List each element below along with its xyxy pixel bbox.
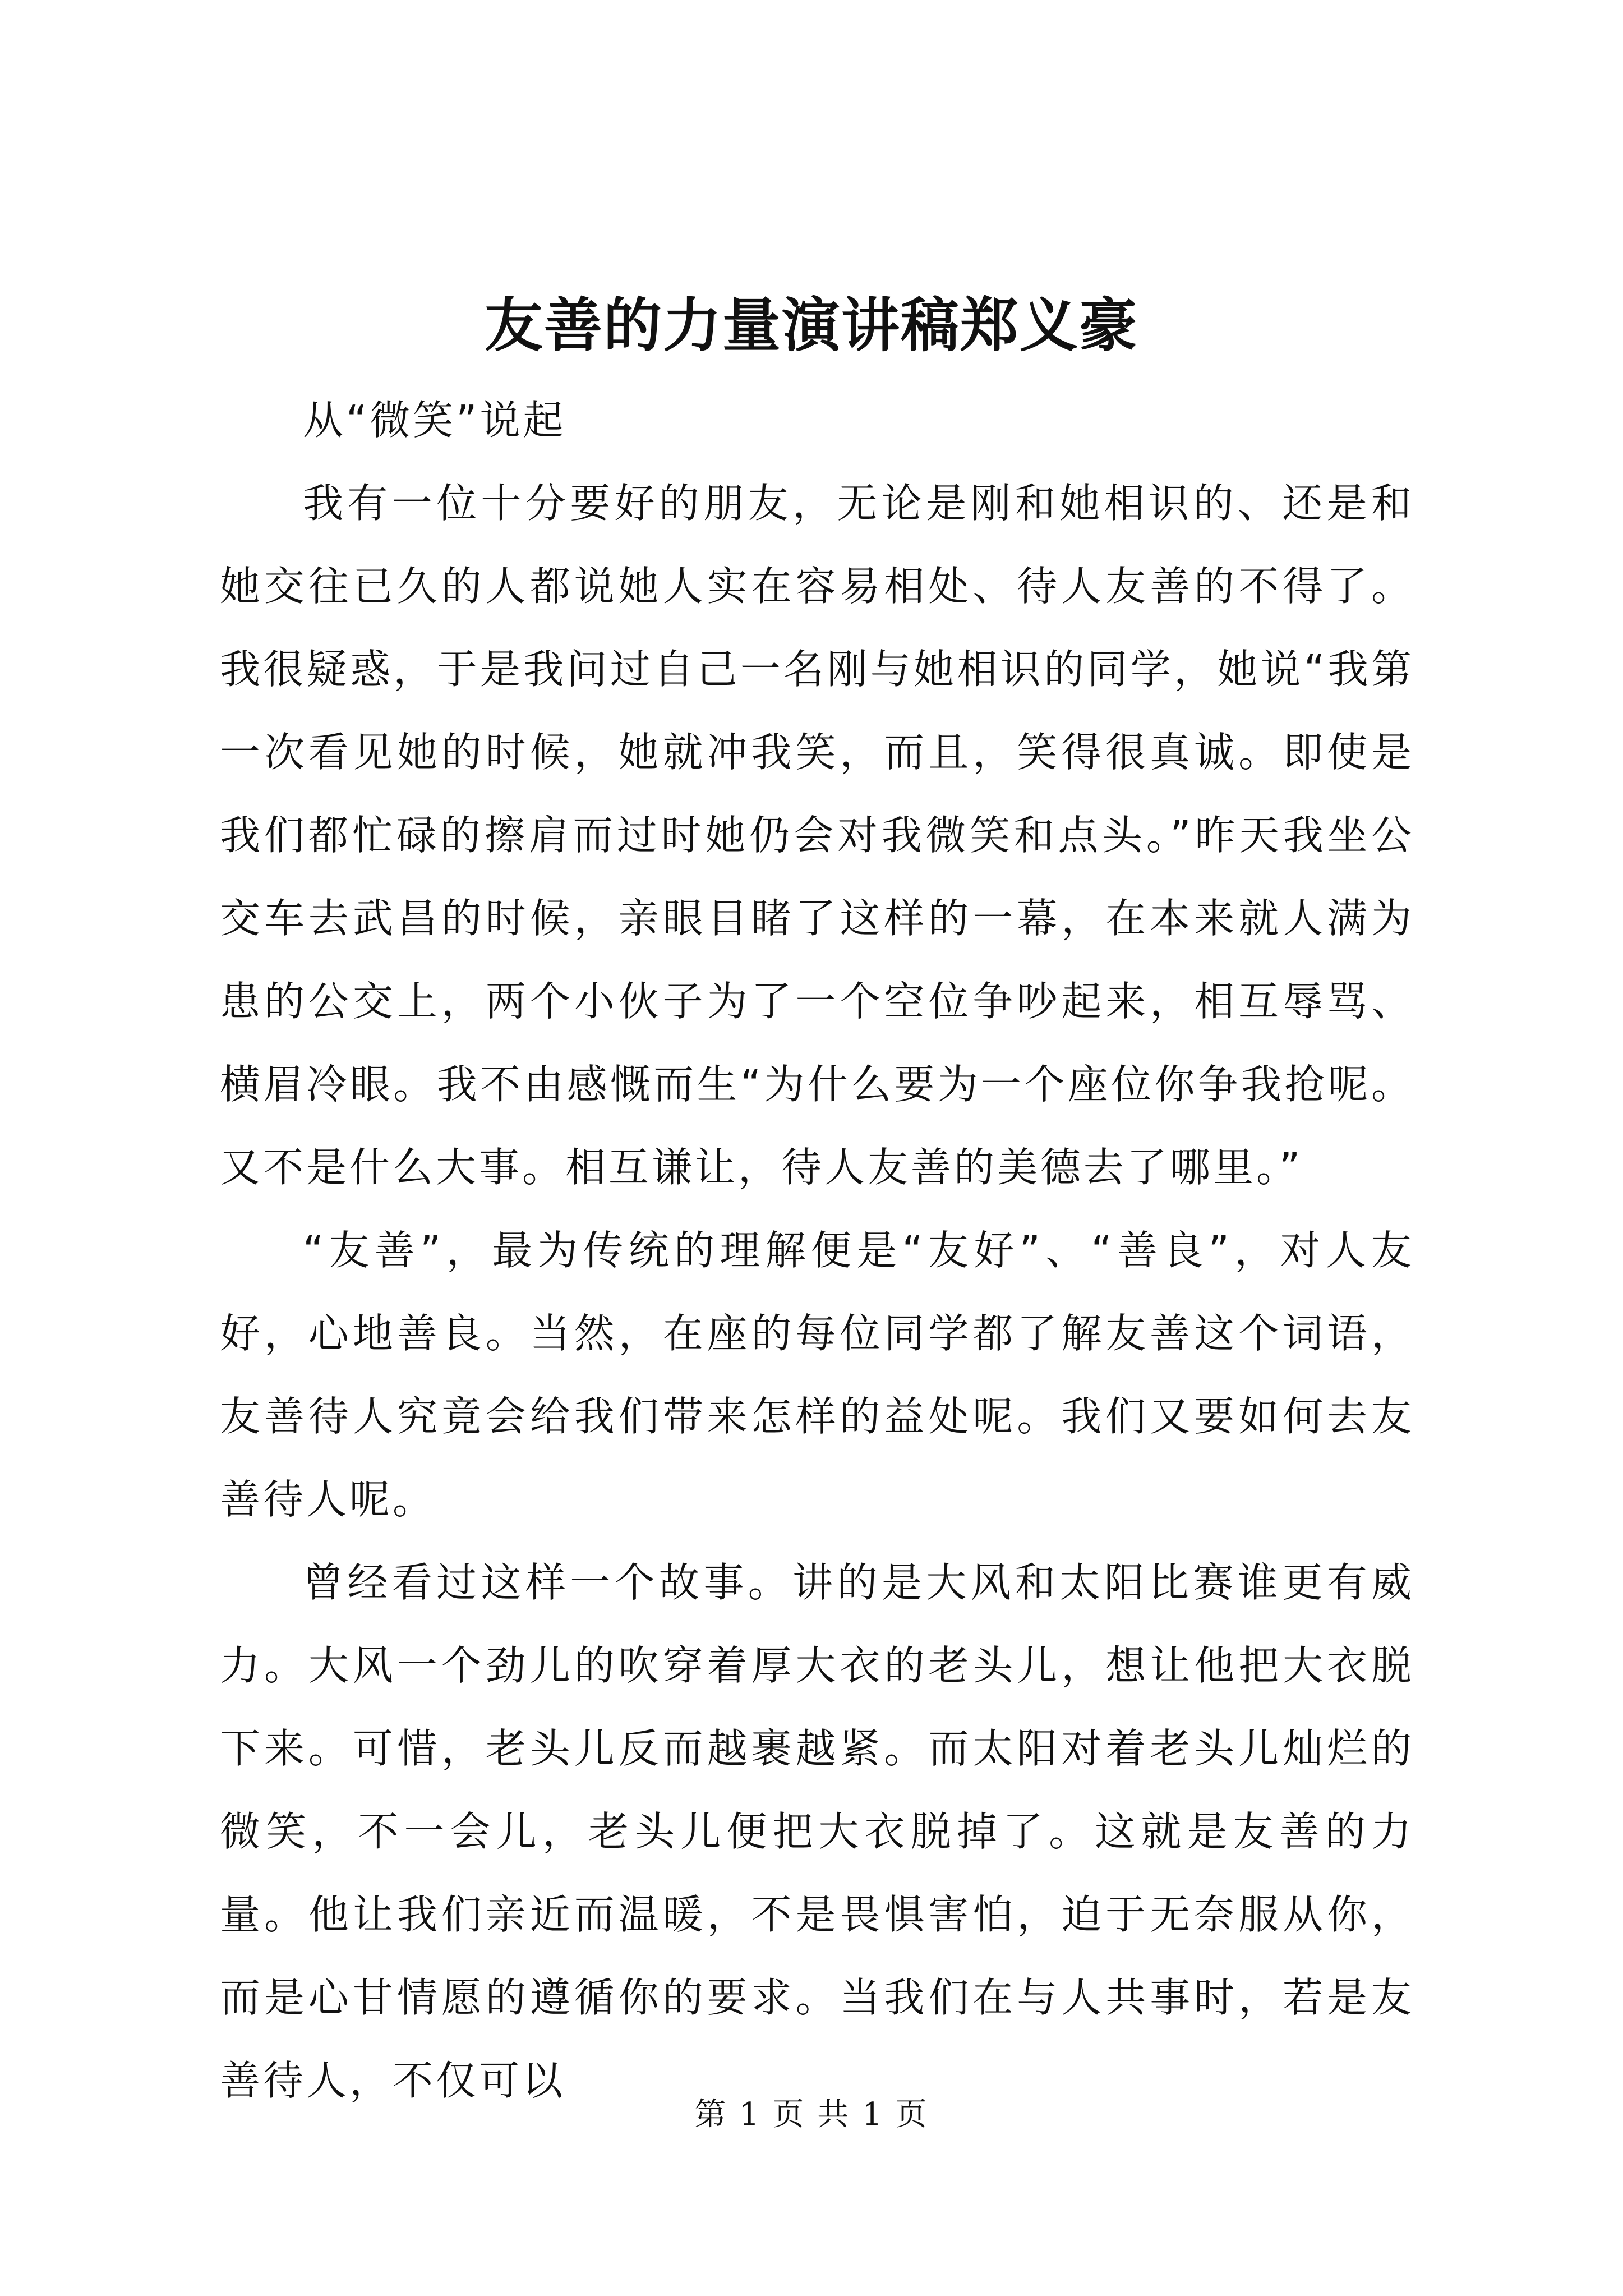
paragraph-3: 曾经看过这样一个故事。讲的是大风和太阳比赛谁更有威力。大风一个劲儿的吹穿着厚大衣的老头儿，想让他把大衣脱下来。可惜，老头儿反而越裹越紧。而太阳对着老头儿灿烂的微笑，不一会儿，老头儿便把大衣脱掉了。这就是友善的力量。他让我们亲近而温暖，不是畏惧害怕，迫于无奈服从你，而是心甘情愿的遵循你的要求。当我们在与人共事时，若是友善待人，不仅可以: [220, 1559, 1414, 2104]
paragraph-1: 我有一位十分要好的朋友，无论是刚和她相识的、还是和她交往已久的人都说她人实在容易相处、待人友善的不得了。我很疑惑，于是我问过自己一名刚与她相识的同学，她说“我第一次看见她的时候，她就冲我笑，而且，笑得很真诚。即使是我们都忙碌的擦肩而过时她仍会对我微笑和点头。”昨天我坐公交车去武昌的时候，亲眼目睹了这样的一幕，在本来就人满为患的公交上，两个小伙子为了一个空位争吵起来，相互辱骂、横眉冷眼。我不由感慨而生“为什么要为一个座位你争我抢呢。又不是什么大事。相互谦让，待人友善的美德去了哪里。”: [220, 480, 1414, 1191]
document-body: [220, 379, 1414, 2122]
section-subtitle: 从“微笑”说起: [303, 397, 566, 444]
page-footer: 第 1 页 共 1 页: [694, 2096, 929, 2133]
document-title: 友善的力量演讲稿郑义豪: [484, 291, 1138, 360]
paragraph-2: “友善”，最为传统的理解便是“友好”、“善良”，对人友好，心地善良。当然，在座的每位同学都了解友善这个词语，友善待人究竟会给我们带来怎样的益处呢。我们又要如何去友善待人呢。: [220, 1227, 1414, 1523]
